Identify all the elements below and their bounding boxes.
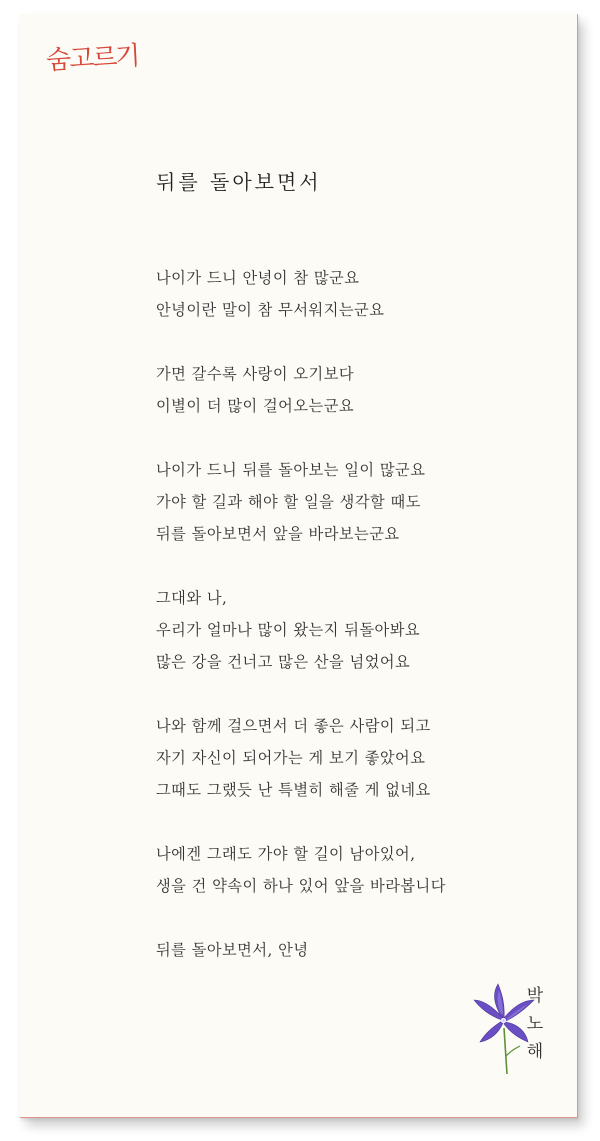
poem-line: 안녕이란 말이 참 무서워지는군요 <box>156 301 385 319</box>
poem-line: 그때도 그랬듯 난 특별히 해줄 게 없네요 <box>156 781 431 799</box>
stanza <box>156 454 446 550</box>
poem-line: 우리가 얼마나 많이 왔는지 뒤돌아봐요 <box>156 621 421 639</box>
stanza <box>156 262 446 326</box>
stanza <box>156 582 446 678</box>
poem-line: 뒤를 돌아보면서 앞을 바라보는군요 <box>156 525 400 543</box>
poem-line: 가면 갈수록 사랑이 오기보다 <box>156 365 355 383</box>
poem-line: 나에겐 그래도 가야 할 길이 남아있어, <box>156 845 416 863</box>
poem-line: 자기 자신이 되어가는 게 보기 좋았어요 <box>156 749 426 767</box>
signature-char: 박 <box>526 986 544 1006</box>
poem-line: 생을 건 약속이 하나 있어 앞을 바라봅니다 <box>156 877 446 895</box>
poem-line: 나이가 드니 뒤를 돌아보는 일이 많군요 <box>156 461 426 479</box>
signature-char: 해 <box>526 1042 544 1062</box>
poem-line: 뒤를 돌아보면서, 안녕 <box>156 941 309 959</box>
poem-line: 이별이 더 많이 걸어오는군요 <box>156 397 355 415</box>
poem-line: 많은 강을 건너고 많은 산을 넘었어요 <box>156 653 411 671</box>
brand-logo[interactable]: 숨고르기 <box>45 41 140 76</box>
signature-char: 노 <box>526 1014 544 1034</box>
stanza <box>156 934 446 966</box>
author-signature <box>520 982 550 1066</box>
stanza <box>156 710 446 806</box>
poem-title: 뒤를 돌아보면서 <box>156 170 322 194</box>
poem-line: 가야 할 길과 해야 할 일을 생각할 때도 <box>156 493 421 511</box>
poem-card <box>20 14 578 1118</box>
poem-line: 그대와 나, <box>156 589 228 607</box>
stanza <box>156 358 446 422</box>
poem-line: 나와 함께 걸으면서 더 좋은 사람이 되고 <box>156 717 431 735</box>
poem-body <box>156 262 446 998</box>
stanza <box>156 838 446 902</box>
poem-line: 나이가 드니 안녕이 참 많군요 <box>156 269 360 287</box>
